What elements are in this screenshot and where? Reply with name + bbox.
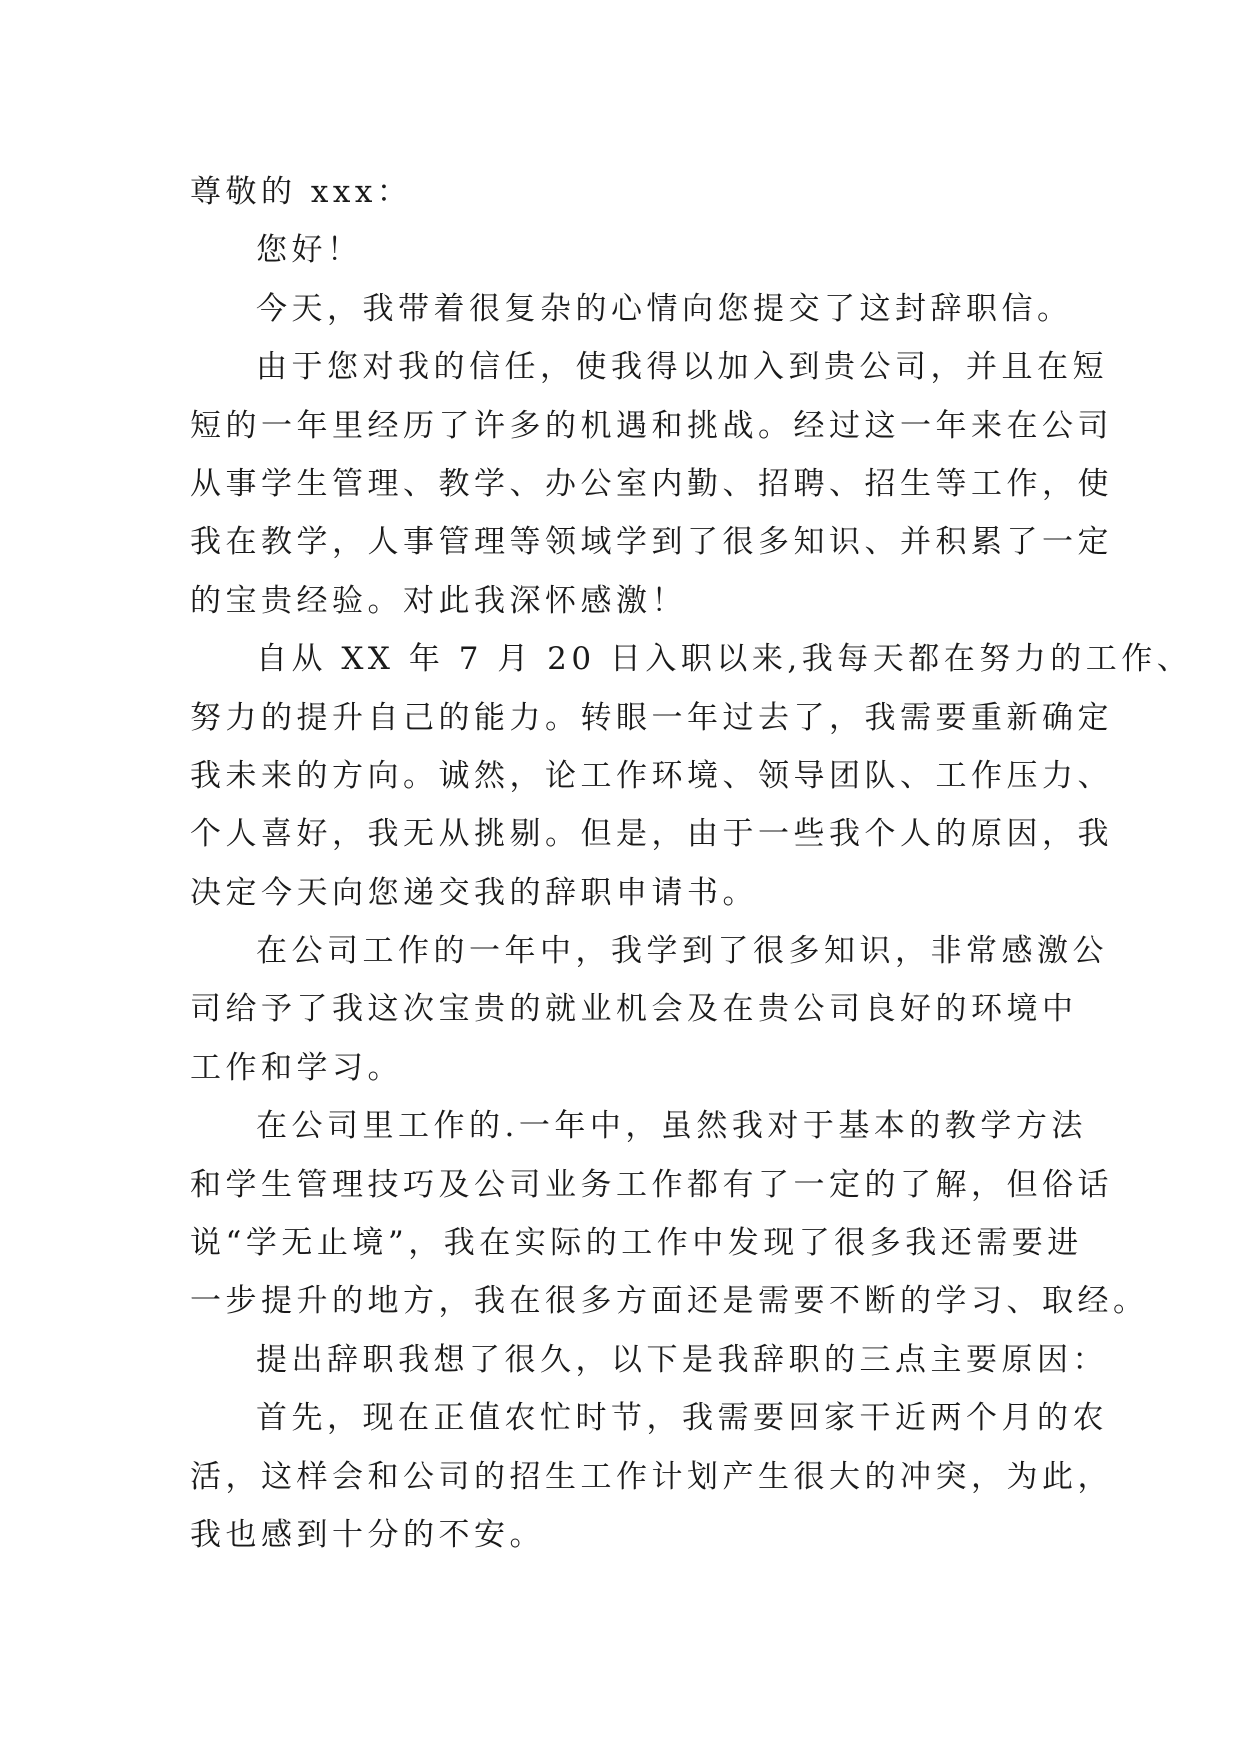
text-line: 在公司里工作的.一年中，虽然我对于基本的教学方法 xyxy=(256,1108,1087,1145)
text-line: 今天，我带着很复杂的心情向您提交了这封辞职信。 xyxy=(256,290,1073,327)
text-line: 决定今天向您递交我的辞职申请书。 xyxy=(190,874,758,911)
text-line: 我未来的方向。诚然，论工作环境、领导团队、工作压力、 xyxy=(190,757,1113,794)
text-line: 自从 XX 年 7 月 20 日入职以来,我每天都在努力的工作、 xyxy=(256,641,1193,678)
text-line: 首先，现在正值农忙时节，我需要回家干近两个月的农 xyxy=(256,1400,1108,1437)
letter-body xyxy=(190,163,1193,1564)
text-line: 一步提升的地方，我在很多方面还是需要不断的学习、取经。 xyxy=(190,1283,1149,1320)
text-line: 司给予了我这次宝贵的就业机会及在贵公司良好的环境中 xyxy=(190,991,1078,1028)
text-line: 说“学无止境”，我在实际的工作中发现了很多我还需要进 xyxy=(190,1225,1083,1262)
text-line: 和学生管理技巧及公司业务工作都有了一定的了解，但俗话 xyxy=(190,1166,1113,1203)
text-line: 努力的提升自己的能力。转眼一年过去了，我需要重新确定 xyxy=(190,699,1113,736)
greeting: 您好！ xyxy=(256,232,363,269)
text-line: 提出辞职我想了很久，以下是我辞职的三点主要原因： xyxy=(256,1341,1108,1378)
text-line: 我在教学，人事管理等领域学到了很多知识、并积累了一定 xyxy=(190,524,1113,561)
text-line: 活，这样会和公司的招生工作计划产生很大的冲突，为此， xyxy=(190,1458,1113,1495)
text-line: 短的一年里经历了许多的机遇和挑战。经过这一年来在公司 xyxy=(190,407,1113,444)
text-line: 在公司工作的一年中，我学到了很多知识，非常感激公 xyxy=(256,933,1108,970)
text-line: 从事学生管理、教学、办公室内勤、招聘、招生等工作，使 xyxy=(190,465,1113,502)
text-line: 的宝贵经验。对此我深怀感激！ xyxy=(190,582,687,619)
text-line: 我也感到十分的不安。 xyxy=(190,1516,545,1553)
salutation: 尊敬的 xxx： xyxy=(190,174,413,210)
text-line: 个人喜好，我无从挑剔。但是，由于一些我个人的原因，我 xyxy=(190,816,1113,853)
text-line: 由于您对我的信任，使我得以加入到贵公司，并且在短 xyxy=(256,349,1108,386)
text-line: 工作和学习。 xyxy=(190,1049,403,1086)
